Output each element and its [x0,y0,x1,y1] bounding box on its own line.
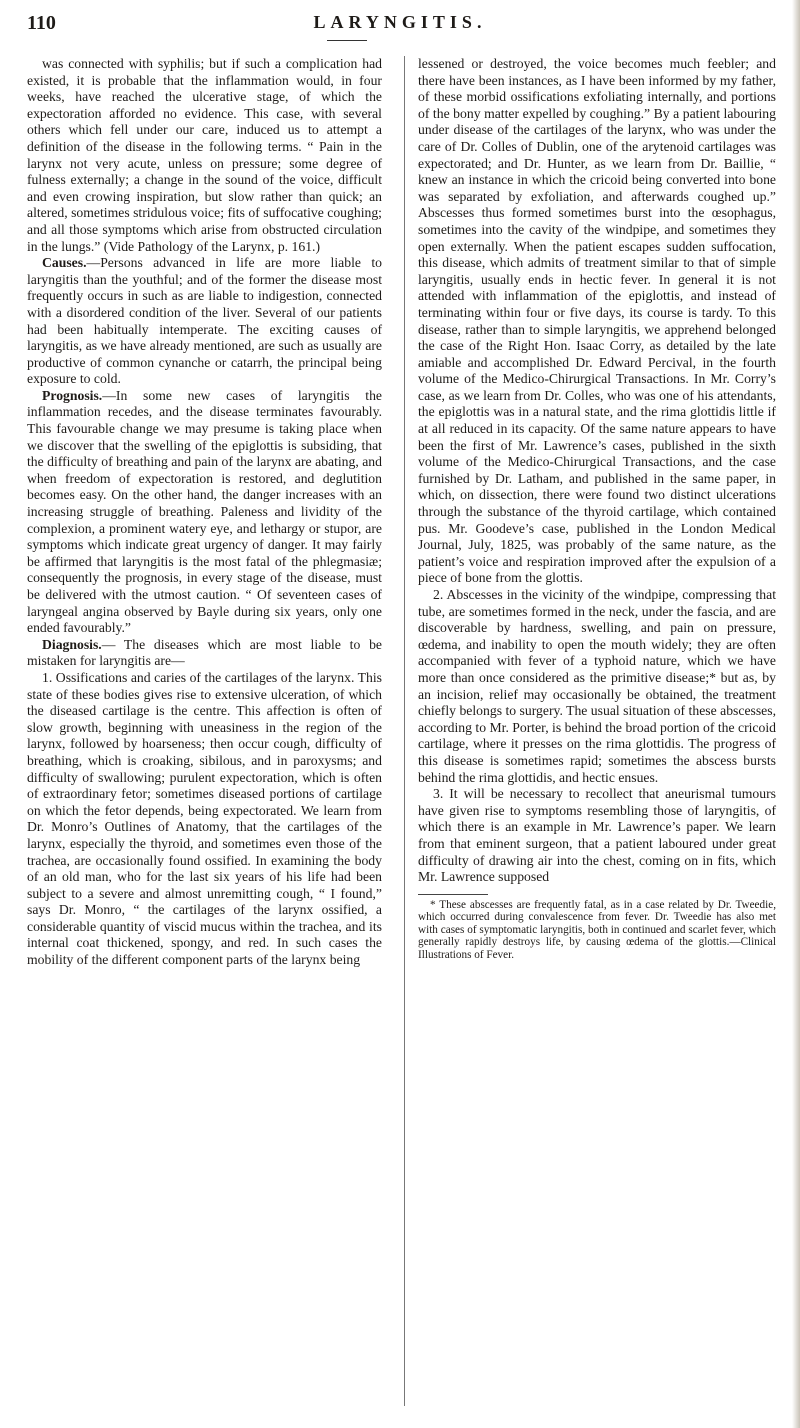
section-heading: Causes. [42,255,87,271]
paragraph: 2. Abscesses in the vicinity of the windpipe, compressing that tube, are sometimes formed in the neck, under the fascia, and are discoverable by hardness, swelling, and pain on pressure, œdema, and inability to open the mouth widely; they are often accompanied with fever of a typhoid nature, which we have more than once considered as the primitive disease;* but as, by an incision, relief may occasionally be obtained, the treatment chiefly belongs to surgery. The usual situation of these abscesses, according to Mr. Porter, is behind the broad portion of the cricoid cartilage, where it presses on the rima glottidis. The progress of this disease is sometimes rapid; sometimes the abscess bursts behind the rima glottidis, and hectic ensues. [418,587,776,785]
left-column [27,56,382,969]
paragraph: lessened or destroyed, the voice becomes much feebler; and there have been instances, as I have been informed by my father, of these morbid ossifications exfoliating internally, and portions of the bony matter expelled by coughing.” By a patient labouring under disease of the cartilages of the larynx, who was under the care of Dr. Colles of Dublin, one of the arytenoid cartilages was expectorated; and Dr. Hunter, as we learn from Dr. Baillie, “ knew an instance in which the cricoid being converted into bone was separated by exfoliation, and afterwards coughed up.” Abscesses thus formed sometimes burst into the œsophagus, sometimes into the cavity of the windpipe, and sometimes they open externally. When the patient escapes sudden suffocation, this disease, which admits of treatment similar to that of simple laryngitis, usually ends in hectic fever. In general it is not attended with inflammation of the epiglottis, and instead of terminating within four or five days, its course is tardy. To this disease, rather than to simple laryngitis, we apprehend belonged the case of the Right Hon. Isaac Corry, as detailed by the late amiable and accomplished Dr. Edward Percival, in the fourth volume of the Medico-Chirurgical Transactions. In Mr. Corry’s case, as we learn from Dr. Colles, who was one of his attendants, the epiglottis was in a natural state, and the rima glottidis little if at all reduced in its capacity. Of the same nature appears to have been the first of Mr. Lawrence’s cases, published in the sixth volume of the Medico-Chirurgical Transactions, and the case furnished by Dr. Latham, and published in the same paper, in which, on dissection, there were found two distinct ulcerations through the substance of the thyroid cartilage, which contained pus. Mr. Goodeve’s case, published in the London Medical Journal, July, 1825, was probably of the same nature, as the patient’s voice and respiration improved after the expulsion of a piece of bone from the glottis. [418,56,776,586]
section-heading: Diagnosis. [42,636,102,652]
section-heading: Prognosis. [42,387,103,403]
footnote: * These abscesses are frequently fatal, as in a case related by Dr. Tweedie, which occurred during convalescence from fever. Dr. Tweedie has also met with cases of symptomatic laryngitis, both in continued and scarlet fever, which generally rapidly destroys life, by causing œdema of the glottis.—Clinical Illustrations of Fever. [418,898,776,962]
paragraph: was connected with syphilis; but if such a complication had existed, it is probable that the inflammation would, in four weeks, have reached the ulcerative stage, of which the expectoration afforded no evidence. This case, with several others which fell under our care, induced us to attempt a definition of the disease in the following terms. “ Pain in the larynx not very acute, unless on pressure; some degree of fulness externally; a change in the sound of the voice, difficult and even crowing inspiration, but slow rather than quick; an altered, sometimes stridulous voice; fits of suffocative coughing; and all those symptoms which arise from obstructed circulation in the lungs.” (Vide Pathology of the Larynx, p. 161.) [27,56,382,254]
running-head: LARYNGITIS. [313,12,487,32]
page-header [22,10,778,44]
footnote-rule [418,894,488,895]
page-edge-shadow [792,0,800,1428]
header-rule [327,40,367,41]
right-column [418,56,776,962]
column-divider [404,56,405,1406]
paragraph: 1. Ossifications and caries of the cartilages of the larynx. This state of these bodies gives rise to extensive ulceration, of which the diseased cartilage is the centre. This affection is often of slow growth, beginning with uneasiness in the region of the larynx, followed by hoarseness; then occur cough, difficulty of breathing, which is croaking, sibilous, and in paroxysms; and difficulty of swallowing; purulent expectoration, which is often of extraordinary fetor; sometimes diseased portions of cartilage on which the fetor depends, being expectorated. We learn from Dr. Monro’s Outlines of Anatomy, that the cartilages of the larynx, especially the thyroid, and sometimes even those of the trachea, are occasionally found ossified. In examining the body of an old man, who for the last six years of his life had been subject to a severe and almost unremitting cough, “ I found,” says Dr. Monro, “ the cartilages of the larynx ossified, a considerable quantity of viscid mucus within the trachea, and its internal coat thickened, spongy, and red. In such cases the mobility of the different component parts of the larynx being [27,669,382,968]
page-number: 110 [27,12,56,34]
paragraph: Causes.—Persons advanced in life are more liable to laryngitis than the youthful; and of the former the disease most frequently occurs in such as are liable to indigestion, connected with a disordered condition of the liver. Several of our patients had been habitually intemperate. The exciting causes of laryngitis, as we have already mentioned, are such as usually are productive of common cynanche or catarrh, the principal being exposure to cold. [27,255,382,387]
paragraph: 3. It will be necessary to recollect that aneurismal tumours have given rise to symptoms resembling those of laryngitis, of which there is an example in Mr. Lawrence’s paper. We learn from that eminent surgeon, that a patient laboured under great difficulty of drawing air into the chest, coming on in fits, which Mr. Lawrence supposed [418,786,776,885]
paragraph: Prognosis.—In some new cases of laryngitis the inflammation recedes, and the disease terminates favourably. This favourable change we may presume is taking place when we discover that the swelling of the epiglottis is subsiding, that the difficulty of breathing and pain of the larynx are abating, and when freedom of expectoration is restored, and deglutition becomes easy. On the other hand, the danger increases with an increasing struggle of breathing. Paleness and lividity of the complexion, a prominent watery eye, and lethargy or stupor, are symptoms which indicate great urgency of danger. It may fairly be affirmed that laryngitis is the most fatal of the phlegmasiæ; consequently the prognosis, in every stage of the disease, must be delivered with the utmost caution. “ Of seventeen cases of laryngeal angina observed by Bayle during six years, only one ended favourably.” [27,387,382,636]
paragraph: Diagnosis.— The diseases which are most liable to be mistaken for laryngitis are— [27,636,382,669]
